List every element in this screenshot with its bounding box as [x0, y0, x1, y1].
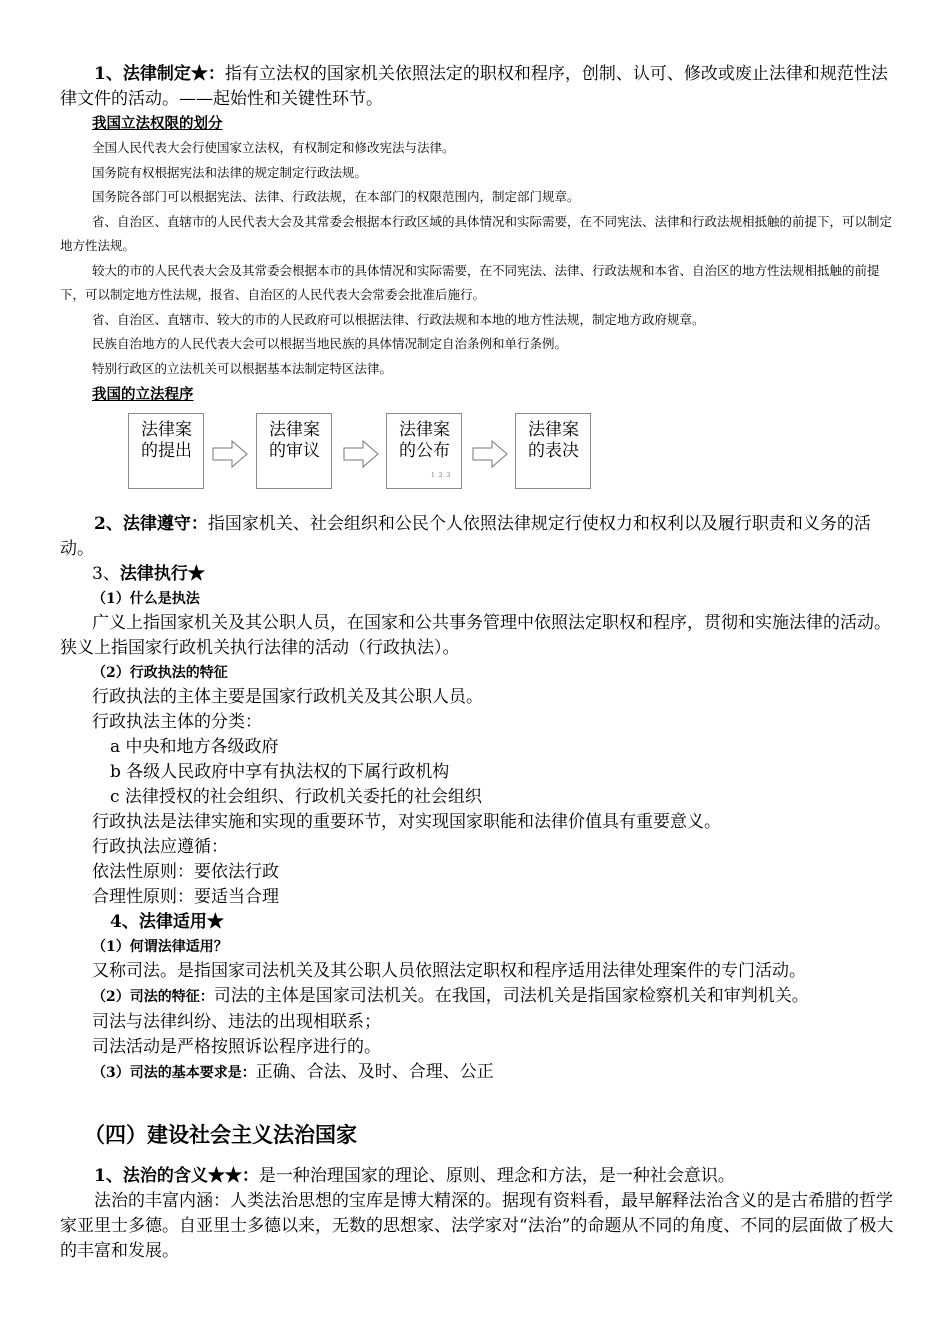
division-item: 省、自治区、直辖市、较大的市的人民政府可以根据法律、行政法规和本地的地方性法规，制定地方政府规章。: [92, 311, 705, 327]
division-item: 较大的市的人民代表大会及其常委会根据本市的具体情况和实际需要，在不同宪法、法律、行政法规和本省、自治区的地方性法规相抵触的前提下，可以制定地方性法规，报省、自治区的人民代表大会常委会批准后施行。: [60, 262, 880, 302]
procedure-box-publish: 法律案的公布 1 2 3: [386, 413, 462, 489]
section-2-title: 2、法律遵守：: [94, 514, 208, 534]
executor-category: c 法律授权的社会组织、行政机关委托的社会组织: [110, 787, 482, 807]
part-4-paragraph: 法治的丰富内涵：人类法治思想的宝库是博大精深的。据现有资料看，最早解释法治含义的是古希腊的哲学家亚里士多德。自亚里士多德以来，无数的思想家、法学家对“法治”的命题从不同的角度、不同的层面做了极大的丰富和发展。: [60, 1191, 894, 1261]
section-2-paragraph: [60, 512, 895, 562]
division-item: 特别行政区的立法机关可以根据基本法制定特区法律。: [92, 360, 393, 376]
section-4-line: 司法与法律纠纷、违法的出现相联系；: [92, 1012, 381, 1032]
section-3-title: 3、法律执行★: [92, 564, 205, 584]
division-item: 省、自治区、直辖市的人民代表大会及其常委会根据本行政区域的具体情况和实际需要，在不同宪法、法律和行政法规相抵触的前提下，可以制定地方性法规。: [60, 213, 893, 253]
procedure-box-review: 法律案的审议: [256, 413, 332, 489]
division-item: 民族自治地方的人民代表大会可以根据当地民族的具体情况制定自治条例和单行条例。: [92, 336, 568, 351]
part-4-definition: 1、法治的含义★★：是一种治理国家的理论、原则、理念和方法，是一种社会意识。: [94, 1166, 735, 1186]
right-arrow-icon: [212, 439, 248, 469]
part-4-heading: （四）建设社会主义法治国家: [84, 1122, 357, 1147]
procedure-flowchart: [60, 413, 895, 508]
section-3-line: 依法性原则：要依法行政: [92, 862, 279, 882]
legislative-division-heading: 我国立法权限的划分: [92, 115, 223, 132]
procedure-box-propose: 法律案的提出: [128, 413, 204, 489]
section-4-q1-text: 又称司法。是指国家司法机关及其公职人员依照法定职权和程序适用法律处理案件的专门活动。: [92, 961, 806, 981]
executor-category: a 中央和地方各级政府: [110, 737, 279, 757]
section-3-q2: （2）行政执法的特征: [92, 665, 228, 681]
division-item: 全国人民代表大会行使国家立法权，有权制定和修改宪法与法律。: [92, 140, 455, 155]
right-arrow-icon: [343, 439, 379, 469]
section-1-paragraph: [60, 62, 895, 112]
section-1-title: 1、法律制定★：: [94, 64, 225, 84]
procedure-box-vote: 法律案的表决: [515, 413, 591, 489]
division-item: 国务院各部门可以根据宪法、法律、行政法规，在本部门的权限范围内，制定部门规章。: [92, 189, 580, 204]
section-4-line: 司法活动是严格按照诉讼程序进行的。: [92, 1037, 381, 1057]
section-3-line: 行政执法主体的分类：: [92, 712, 262, 732]
section-2-text: 指国家机关、社会组织和公民个人依照法律规定行使权力和权利以及履行职责和义务的活动。: [60, 514, 871, 559]
section-4-q2-line: （2）司法的特征：司法的主体是国家司法机关。在我国，司法机关是指国家检察机关和审判机关。: [92, 986, 809, 1006]
division-item: 国务院有权根据宪法和法律的规定制定行政法规。: [92, 164, 368, 180]
section-4-q3-line: （3）司法的基本要求是：正确、合法、及时、合理、公正: [92, 1062, 494, 1082]
section-3-q1-text: 广义上指国家机关及其公职人员，在国家和公共事务管理中依照法定职权和程序，贯彻和实施法律的活动。狭义上指国家行政机关执行法律的活动（行政执法）。: [60, 613, 891, 658]
section-4-title: 4、法律适用★: [110, 912, 224, 932]
document-page: [60, 62, 895, 1264]
section-3-line: 行政执法是法律实施和实现的重要环节，对实现国家职能和法律价值具有重要意义。: [92, 812, 721, 832]
legislative-division-list: [60, 136, 895, 381]
section-3-line: 行政执法的主体主要是国家行政机关及其公职人员。: [92, 687, 483, 707]
section-3-line: 合理性原则：要适当合理: [92, 887, 279, 907]
box-note: 1 2 3: [431, 472, 452, 479]
section-4-q1: （1）何谓法律适用？: [92, 939, 228, 955]
section-1-text: 指有立法权的国家机关依照法定的职权和程序，创制、认可、修改或废止法律和规范性法律文件的活动。——起始性和关键性环节。: [60, 64, 888, 109]
section-3-q1: （1）什么是执法: [92, 591, 200, 607]
right-arrow-icon: [472, 439, 508, 469]
legislative-procedure-heading: 我国的立法程序: [92, 386, 194, 403]
executor-category: b 各级人民政府中享有执法权的下属行政机构: [110, 762, 450, 782]
section-3-line: 行政执法应遵循：: [92, 837, 228, 857]
